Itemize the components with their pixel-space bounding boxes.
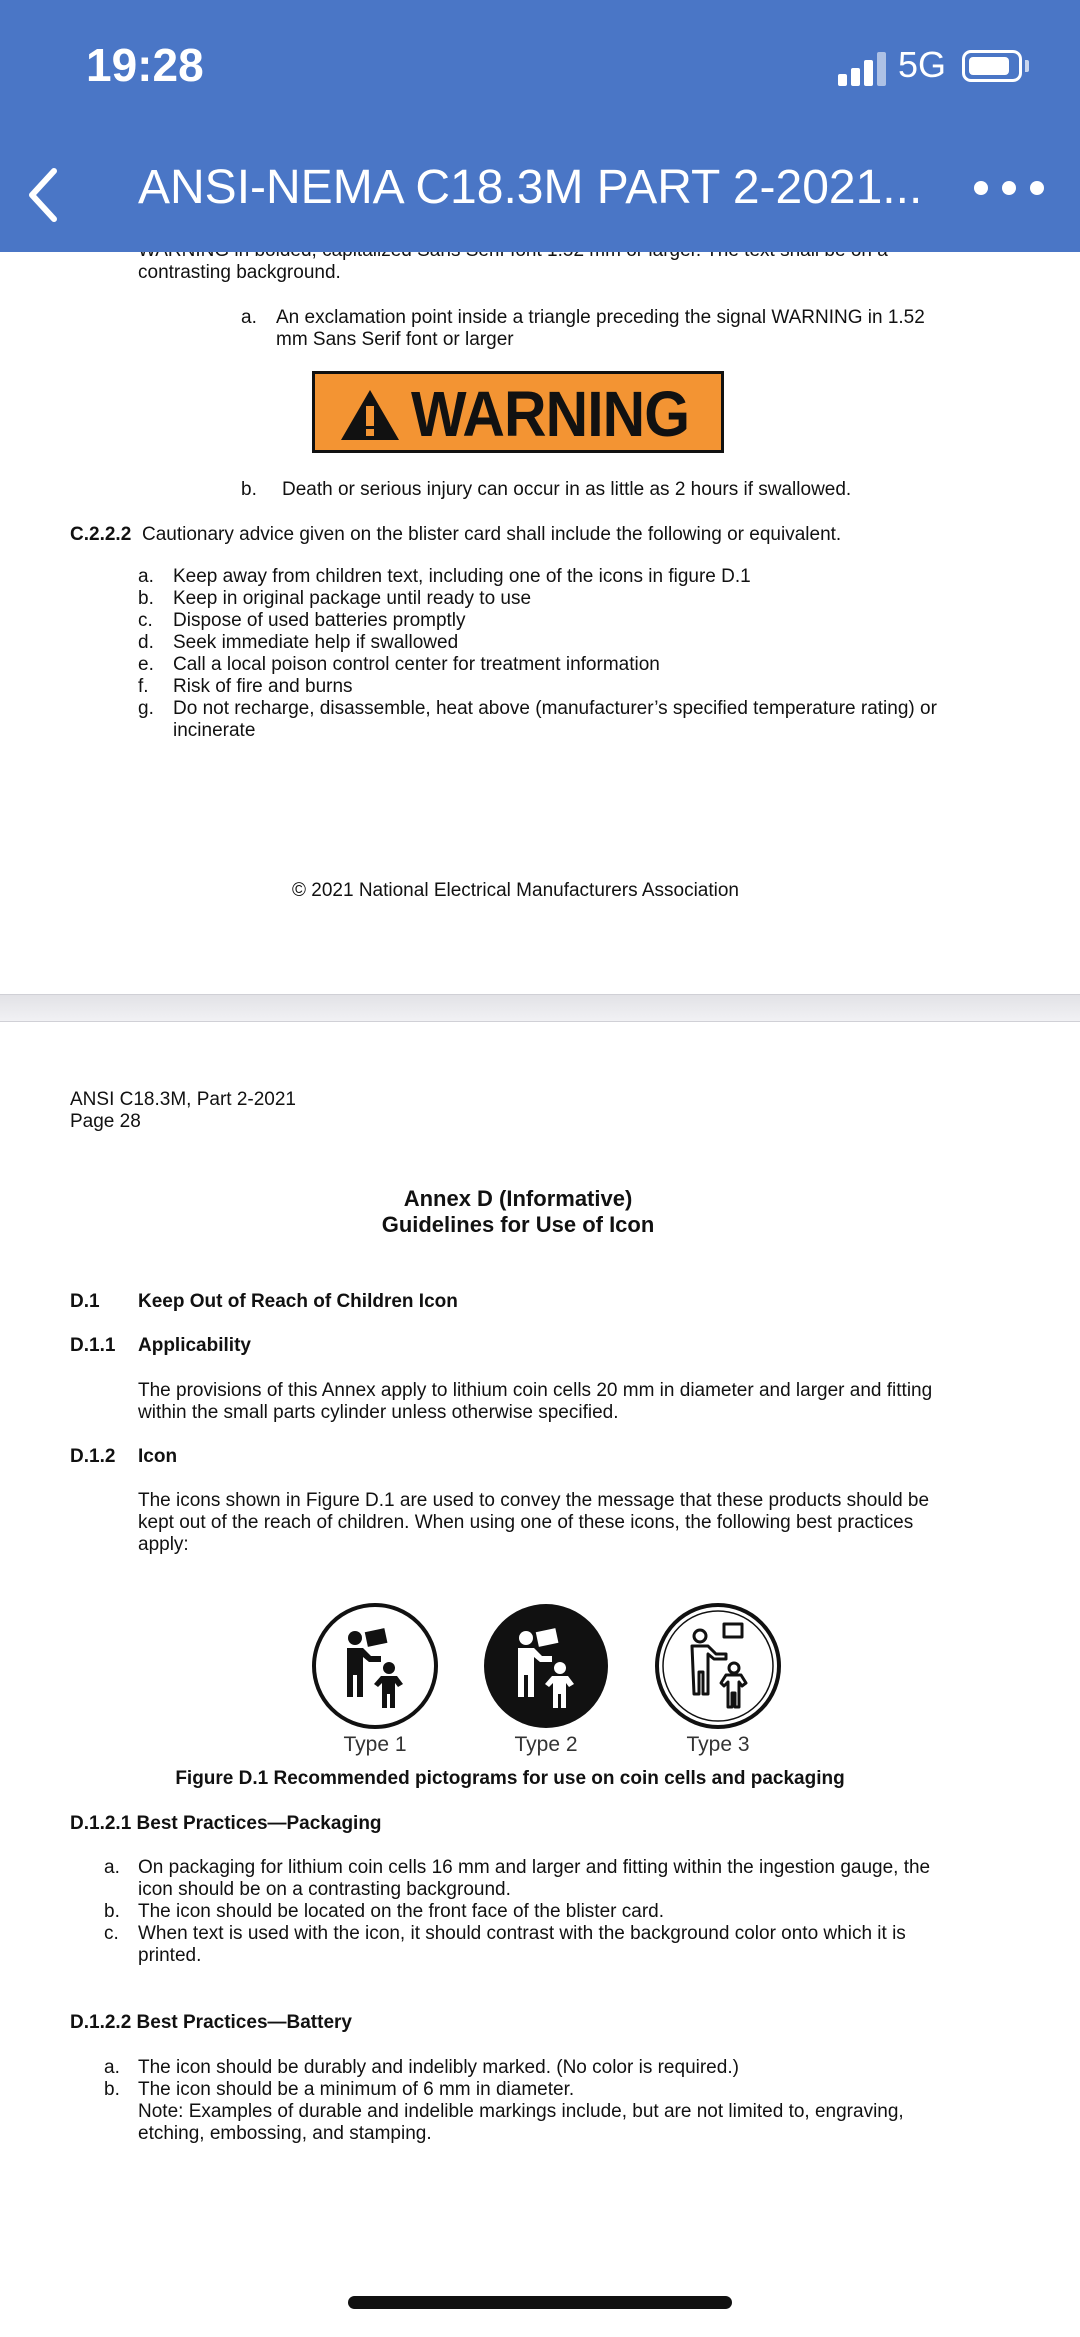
figure-caption: Figure D.1 Recommended pictograms for use on coin cells and packaging [175, 1768, 845, 1789]
list-item: Keep away from children text, including one of the icons in figure D.1 [173, 566, 751, 587]
document-title: ANSI-NEMA C18.3M PART 2-2021... [138, 161, 923, 214]
section-heading: Icon [138, 1446, 178, 1467]
list-marker: a. [104, 1857, 120, 1878]
list-marker: d. [138, 632, 154, 653]
list-item-continuation: icon should be on a contrasting background. [138, 1879, 511, 1900]
subsection-heading: D.1.2.2 Best Practices—Battery [70, 2012, 352, 2033]
more-options-icon[interactable] [970, 178, 1050, 198]
list-item-continuation: printed. [138, 1945, 202, 1966]
icon-label-type3: Type 3 [686, 1733, 750, 1756]
list-item: Risk of fire and burns [173, 676, 353, 697]
warning-label-sample [312, 371, 724, 453]
signal-strength-icon [838, 50, 888, 86]
list-marker: c. [104, 1923, 119, 1944]
list-item: The icon should be a minimum of 6 mm in diameter. [138, 2079, 575, 2100]
list-item: On packaging for lithium coin cells 16 mm and larger and fitting within the ingestion gauge, the [138, 1857, 931, 1878]
back-chevron-icon[interactable] [22, 165, 66, 225]
home-indicator[interactable] [348, 2296, 732, 2309]
list-item-continuation: incinerate [173, 720, 256, 741]
icon-label-type1: Type 1 [343, 1733, 407, 1756]
list-marker: b. [104, 2079, 120, 2100]
list-marker: a. [241, 307, 257, 328]
list-marker: c. [138, 610, 153, 631]
copyright-footer: © 2021 National Electrical Manufacturers Association [292, 880, 740, 901]
page-number: Page 28 [70, 1111, 141, 1132]
item-a-line2: mm Sans Serif font or larger [276, 329, 514, 350]
paragraph-line: The icons shown in Figure D.1 are used to convey the message that these products should be [138, 1490, 930, 1511]
list-item: Do not recharge, disassemble, heat above (manufacturer’s specified temperature rating) or [173, 698, 937, 719]
battery-icon [962, 50, 1022, 82]
section-heading: Applicability [138, 1335, 251, 1356]
warning-label-text: WARNING [411, 378, 690, 450]
app-header [0, 0, 1080, 252]
paragraph-line: The provisions of this Annex apply to lithium coin cells 20 mm in diameter and larger and fitting [138, 1380, 933, 1401]
list-marker: a. [104, 2057, 120, 2078]
section-heading: Keep Out of Reach of Children Icon [138, 1291, 458, 1312]
warning-triangle-icon [339, 388, 401, 442]
network-type: 5G [898, 44, 947, 85]
section-number: C.2.2.2 [70, 524, 132, 545]
section-number: D.1.1 [70, 1335, 116, 1356]
section-text: Cautionary advice given on the blister card shall include the following or equivalent. [142, 524, 842, 545]
item-a-line1: An exclamation point inside a triangle preceding the signal WARNING in 1.52 [276, 307, 925, 328]
item-b-text: Death or serious injury can occur in as little as 2 hours if swallowed. [282, 479, 852, 500]
list-marker: b. [138, 588, 154, 609]
list-item: Dispose of used batteries promptly [173, 610, 466, 631]
child-safety-filled-icon [482, 1602, 610, 1730]
note-line: etching, embossing, and stamping. [138, 2123, 432, 2144]
list-marker: b. [241, 479, 257, 500]
paragraph-line: kept out of the reach of children. When using one of these icons, the following best practices [138, 1512, 914, 1533]
list-marker: f. [138, 676, 149, 697]
page-header-standard: ANSI C18.3M, Part 2-2021 [70, 1089, 296, 1110]
section-number: D.1 [70, 1291, 100, 1312]
list-marker: a. [138, 566, 154, 587]
paragraph-line: apply: [138, 1534, 189, 1555]
list-item: The icon should be located on the front face of the blister card. [138, 1901, 664, 1922]
status-time: 19:28 [86, 39, 204, 91]
contrast-line: contrasting background. [138, 262, 341, 283]
list-item: The icon should be durably and indelibly marked. (No color is required.) [138, 2057, 739, 2078]
annex-subtitle: Guidelines for Use of Icon [381, 1212, 655, 1237]
battery-tip [1025, 60, 1029, 72]
paragraph-line: within the small parts cylinder unless otherwise specified. [138, 1402, 619, 1423]
list-marker: e. [138, 654, 154, 675]
icon-label-type2: Type 2 [514, 1733, 578, 1756]
list-marker: g. [138, 698, 154, 719]
section-number: D.1.2 [70, 1446, 116, 1467]
list-item: When text is used with the icon, it should contrast with the background color onto which it is [138, 1923, 906, 1944]
page-separator [0, 994, 1080, 1022]
list-item: Seek immediate help if swallowed [173, 632, 459, 653]
note-line: Note: Examples of durable and indelible markings include, but are not limited to, engraving, [138, 2101, 904, 2122]
list-item: Keep in original package until ready to use [173, 588, 532, 609]
subsection-heading: D.1.2.1 Best Practices—Packaging [70, 1813, 382, 1834]
child-safety-outline-icon [311, 1602, 439, 1730]
child-safety-detailed-icon [654, 1602, 782, 1730]
annex-title: Annex D (Informative) [403, 1186, 633, 1211]
list-item: Call a local poison control center for treatment information [173, 654, 660, 675]
list-marker: b. [104, 1901, 120, 1922]
